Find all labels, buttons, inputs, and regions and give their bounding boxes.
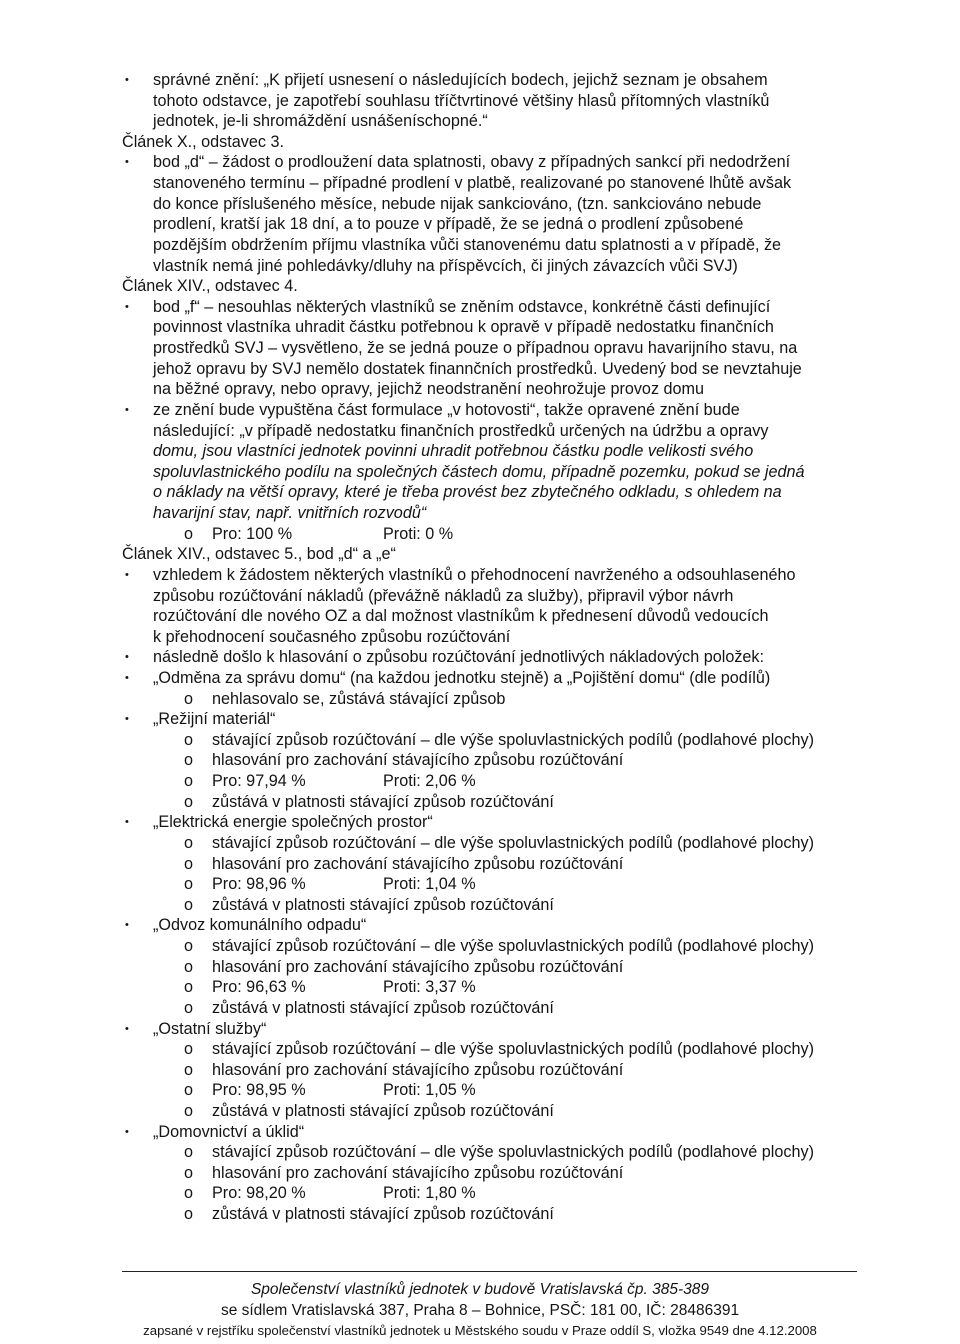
text-line: prodlení, kratší jak 18 dní, a to pouze v případě, že se jedná o prodlení způsobené: [153, 215, 744, 233]
text-line: „Režijní materiál“: [153, 710, 276, 728]
text-line: jehož opravu by SVJ nemělo dostatek finannčních prostředků. Uvedený bod se nevztahuje: [153, 360, 802, 378]
bullet-icon: •: [125, 569, 129, 581]
vote-against: Proti: 1,80 %: [383, 1184, 476, 1202]
text-line: „Odvoz komunálního odpadu“: [153, 916, 367, 934]
sub-bullet-icon: o: [184, 731, 194, 749]
text-line: vzhledem k žádostem některých vlastníků o přehodnocení navrženého a odsouhlaseného: [153, 566, 796, 584]
footer-line-1: Společenství vlastníků jednotek v budově Vratislavská čp. 385-389: [250, 1281, 710, 1298]
text-line: domu, jsou vlastníci jednotek povinni uhradit potřebnou částku podle velikosti svého: [153, 442, 754, 460]
vote-against: Proti: 3,37 %: [383, 978, 476, 996]
text-line: rozúčtování dle nového OZ a dal možnost vlastníkům k přednesení důvodů vedoucích: [153, 607, 769, 625]
text-line: hlasování pro zachování stávajícího způsobu rozúčtování: [212, 751, 624, 769]
footer-divider: [122, 1271, 857, 1272]
vote-against: Proti: 2,06 %: [383, 772, 476, 790]
bullet-icon: •: [125, 713, 129, 725]
text-line: hlasování pro zachování stávajícího způsobu rozúčtování: [212, 958, 624, 976]
text-line: havarijní stav, např. vnitřních rozvodů“: [153, 504, 427, 522]
sub-bullet-icon: o: [184, 793, 194, 811]
text-line: pozdějším obdržením příjmu vlastníka vůči stanovenému datu splatnosti a v případě, že: [153, 236, 782, 254]
text-line: Pro: 100 %: [212, 525, 293, 543]
text-line: „Ostatní služby“: [153, 1020, 267, 1038]
text-line: do konce příslušeného měsíce, nebude nijak sankciováno, (tzn. sankciováno nebude: [153, 195, 762, 213]
vote-against: Proti: 0 %: [383, 525, 454, 543]
text-line: hlasování pro zachování stávajícího způsobu rozúčtování: [212, 855, 624, 873]
sub-bullet-icon: o: [184, 875, 194, 893]
sub-bullet-icon: o: [184, 1143, 194, 1161]
text-line: prostředků SVJ – vysvětleno, že se jedná pouze o případnou opravu havarijního stavu, na: [153, 339, 798, 357]
text-line: „Domovnictví a úklid“: [153, 1123, 305, 1141]
sub-bullet-icon: o: [184, 1081, 194, 1099]
text-line: stávající způsob rozúčtování – dle výše spoluvlastnických podílů (podlahové plochy): [212, 1143, 814, 1161]
sub-bullet-icon: o: [184, 1205, 194, 1223]
text-line: Pro: 98,95 %: [212, 1081, 306, 1099]
sub-bullet-icon: o: [184, 690, 194, 708]
text-line: stanoveného termínu – případné prodlení v platbě, realizované po stanovené lhůtě avšak: [153, 174, 792, 192]
text-line: stávající způsob rozúčtování – dle výše spoluvlastnických podílů (podlahové plochy): [212, 1040, 814, 1058]
bullet-icon: •: [125, 672, 129, 684]
sub-bullet-icon: o: [184, 896, 194, 914]
text-line: povinnost vlastníka uhradit částku potřebnou k opravě v případě nedostatku finančních: [153, 318, 774, 336]
footer-line-2: se sídlem Vratislavská 387, Praha 8 – Bohnice, PSČ: 181 00, IČ: 28486391: [220, 1302, 740, 1319]
text-line: Pro: 98,20 %: [212, 1184, 306, 1202]
sub-bullet-icon: o: [184, 999, 194, 1017]
section-heading: Článek XIV., odstavec 5., bod „d“ a „e“: [122, 545, 396, 563]
text-line: následně došlo k hlasování o způsobu rozúčtování jednotlivých nákladových položek:: [153, 648, 765, 666]
text-line: správné znění: „K přijetí usnesení o následujících bodech, jejichž seznam je obsahem: [153, 71, 768, 89]
bullet-icon: •: [125, 816, 129, 828]
bullet-icon: •: [125, 156, 129, 168]
sub-bullet-icon: o: [184, 1102, 194, 1120]
bullet-icon: •: [125, 1126, 129, 1138]
text-line: zůstává v platnosti stávající způsob rozúčtování: [212, 1205, 554, 1223]
section-heading: Článek X., odstavec 3.: [122, 133, 284, 151]
text-line: „Elektrická energie společných prostor“: [153, 813, 433, 831]
text-line: na běžné opravy, nebo opravy, jejichž neodstranění neohrožuje provoz domu: [153, 380, 705, 398]
bullet-icon: •: [125, 651, 129, 663]
bullet-icon: •: [125, 1023, 129, 1035]
text-line: vlastník nemá jiné pohledávky/dluhy na příspěvcích, či jiných závazcích vůči SVJ): [153, 257, 738, 275]
text-line: bod „d“ – žádost o prodloužení data splatnosti, obavy z případných sankcí při nedodržení: [153, 153, 791, 171]
sub-bullet-icon: o: [184, 1184, 194, 1202]
text-line: hlasování pro zachování stávajícího způsobu rozúčtování: [212, 1164, 624, 1182]
sub-bullet-icon: o: [184, 1164, 194, 1182]
text-line: spoluvlastnického podílu na společných částech domu, případně pozemku, pokud se jedná: [153, 463, 805, 481]
sub-bullet-icon: o: [184, 834, 194, 852]
text-line: „Odměna za správu domu“ (na každou jednotku stejně) a „Pojištění domu“ (dle podílů): [153, 669, 771, 687]
text-line: tohoto odstavce, je zapotřebí souhlasu tříčtvrtinové většiny hlasů přítomných vlastníků: [153, 92, 770, 110]
sub-bullet-icon: o: [184, 958, 194, 976]
text-line: zůstává v platnosti stávající způsob rozúčtování: [212, 793, 554, 811]
sub-bullet-icon: o: [184, 1040, 194, 1058]
text-line: zůstává v platnosti stávající způsob rozúčtování: [212, 999, 554, 1017]
text-line: stávající způsob rozúčtování – dle výše spoluvlastnických podílů (podlahové plochy): [212, 834, 814, 852]
text-line: následující: „v případě nedostatku finančních prostředků určených na údržbu a opravy: [153, 422, 769, 440]
sub-bullet-icon: o: [184, 855, 194, 873]
text-line: o náklady na větší opravy, které je třeba provést bez zbytečného odkladu, s ohledem na: [153, 483, 782, 501]
section-heading: Článek XIV., odstavec 4.: [122, 277, 298, 295]
text-line: Pro: 98,96 %: [212, 875, 306, 893]
text-line: k přehodnocení současného způsobu rozúčtování: [153, 628, 511, 646]
sub-bullet-icon: o: [184, 937, 194, 955]
text-line: Pro: 96,63 %: [212, 978, 306, 996]
text-line: stávající způsob rozúčtování – dle výše spoluvlastnických podílů (podlahové plochy): [212, 937, 814, 955]
text-line: zůstává v platnosti stávající způsob rozúčtování: [212, 1102, 554, 1120]
text-line: ze znění bude vypuštěna část formulace „v hotovosti“, takže opravené znění bude: [153, 401, 740, 419]
vote-against: Proti: 1,04 %: [383, 875, 476, 893]
text-line: nehlasovalo se, zůstává stávající způsob: [212, 690, 506, 708]
text-line: jednotek, je-li shromáždění usnášeníschopné.“: [153, 112, 488, 130]
text-line: bod „f“ – nesouhlas některých vlastníků se zněním odstavce, konkrétně části definující: [153, 298, 771, 316]
vote-against: Proti: 1,05 %: [383, 1081, 476, 1099]
sub-bullet-icon: o: [184, 978, 194, 996]
text-line: zůstává v platnosti stávající způsob rozúčtování: [212, 896, 554, 914]
sub-bullet-icon: o: [184, 772, 194, 790]
text-line: hlasování pro zachování stávajícího způsobu rozúčtování: [212, 1061, 624, 1079]
sub-bullet-icon: o: [184, 1061, 194, 1079]
text-line: stávající způsob rozúčtování – dle výše spoluvlastnických podílů (podlahové plochy): [212, 731, 814, 749]
sub-bullet-icon: o: [184, 525, 194, 543]
footer-line-3: zapsané v rejstříku společenství vlastníků jednotek u Městského soudu v Praze oddíl S, vložka 9549 dne 4.12.2008: [143, 1323, 817, 1338]
bullet-icon: •: [125, 919, 129, 931]
text-line: způsobu rozúčtování nákladů (převážně nákladů za služby), připravil výbor návrh: [153, 587, 734, 605]
bullet-icon: •: [125, 301, 129, 313]
bullet-icon: •: [125, 74, 129, 86]
bullet-icon: •: [125, 404, 129, 416]
text-line: Pro: 97,94 %: [212, 772, 306, 790]
sub-bullet-icon: o: [184, 751, 194, 769]
